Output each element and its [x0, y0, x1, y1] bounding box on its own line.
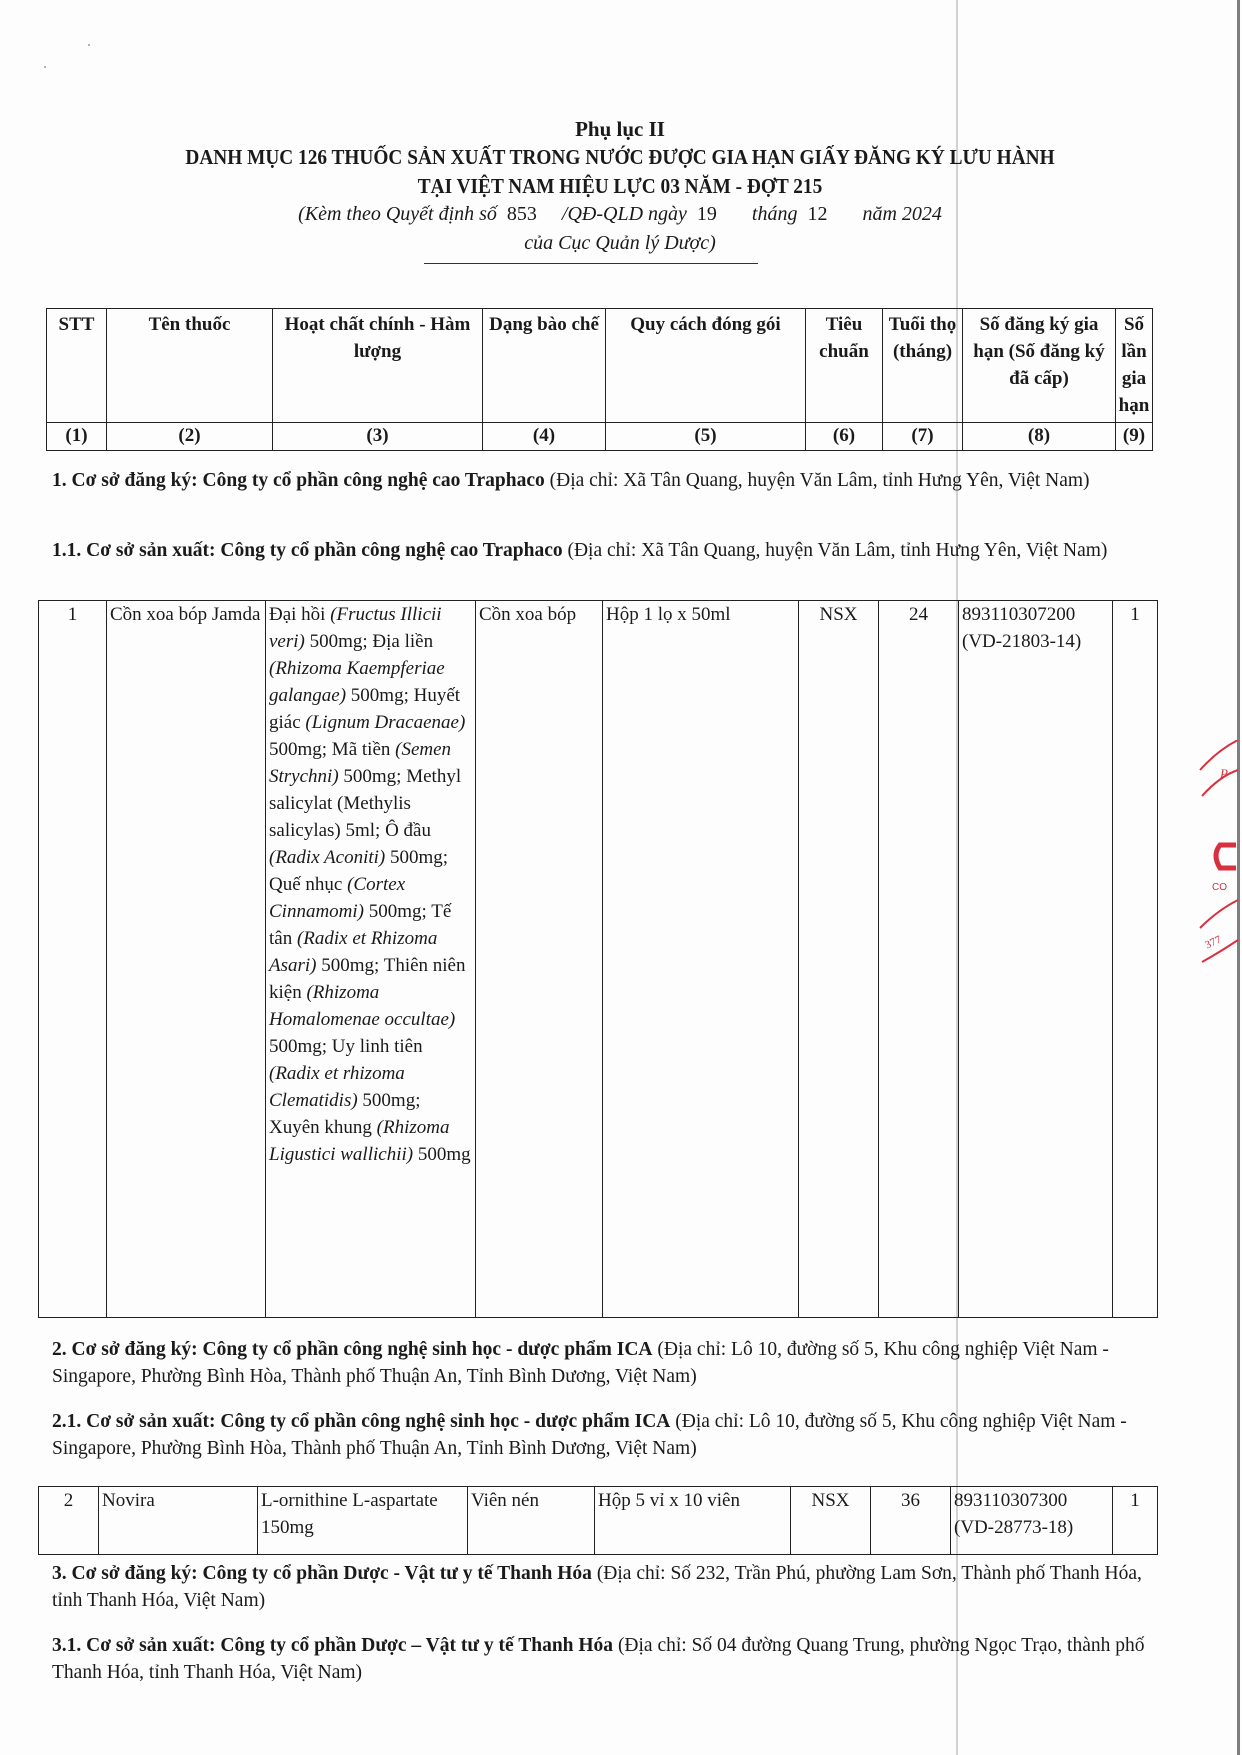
colnum-8: (8) — [963, 423, 1116, 451]
cell-packaging: Hộp 1 lọ x 50ml — [603, 601, 799, 1318]
ingredient-latin-name: (Fructus Illicii veri) — [269, 604, 442, 652]
ingredient-run: 500mg; Huyết giác — [269, 685, 461, 733]
cell-drug-name: Novira — [99, 1487, 258, 1555]
decision-code: /QĐ-QLD ngày — [561, 203, 687, 225]
manufacturer-address: (Địa chỉ: Xã Tân Quang, huyện Văn Lâm, tỉnh Hưng Yên, Việt Nam) — [562, 540, 1108, 561]
cell-registration-number — [959, 601, 1113, 1318]
header-packaging: Quy cách đóng gói — [606, 309, 806, 423]
ingredient-latin-name: (Lignum Dracaenae) — [305, 712, 466, 733]
colnum-6: (6) — [806, 423, 883, 451]
section-1-manufacturer — [52, 537, 1172, 564]
cell-packaging: Hộp 5 vỉ x 10 viên — [595, 1487, 791, 1555]
registration-new: 893110307200 — [962, 604, 1076, 625]
ingredient-run: 500mg; Quế nhục — [269, 847, 449, 895]
cell-active-ingredient — [258, 1487, 468, 1555]
ingredient-run: 500mg; Methyl salicylat (Methylis salicylas) 5ml; Ô đầu — [269, 766, 462, 841]
manufacturer-label: 2.1. Cơ sở sản xuất: Công ty cổ phần công nghệ sinh học - dược phẩm ICA — [52, 1411, 671, 1432]
table-row — [39, 1487, 1158, 1555]
registrant-label: 3. Cơ sở đăng ký: Công ty cổ phần Dược - Vật tư y tế Thanh Hóa — [52, 1563, 592, 1584]
ingredient-run: 500mg; Mã tiền — [269, 739, 396, 760]
manufacturer-label: 3.1. Cơ sở sản xuất: Công ty cổ phần Dược – Vật tư y tế Thanh Hóa — [52, 1635, 614, 1656]
ingredient-latin-name: (Semen Strychni) — [269, 739, 452, 787]
cell-renewal-count: 1 — [1113, 1487, 1158, 1555]
header-shelf-life: Tuổi thọ (tháng) — [883, 309, 963, 423]
decision-month: 12 — [807, 203, 828, 225]
colnum-7: (7) — [883, 423, 963, 451]
cell-dosage-form: Viên nén — [468, 1487, 595, 1555]
scan-speck — [88, 44, 90, 46]
ingredient-text — [269, 604, 471, 1165]
year-label: năm 2024 — [862, 203, 942, 225]
cell-stt: 1 — [39, 601, 107, 1318]
ingredient-run: 500mg; Uy linh tiên — [269, 1036, 423, 1057]
header-renewal-count: Số lần gia hạn — [1116, 309, 1153, 423]
header-registration-number: Số đăng ký gia hạn (Số đăng ký đã cấp) — [963, 309, 1116, 423]
seal-fragment: P — [1220, 766, 1228, 781]
appendix-label: Phụ lục II — [575, 117, 665, 141]
seal-arc — [1200, 900, 1238, 928]
official-seal-stamp — [1198, 740, 1240, 970]
column-header-table — [46, 308, 1153, 451]
cell-shelf-life: 36 — [871, 1487, 951, 1555]
manufacturer-address: (Địa chỉ: Số 04 đường Quang Trung, phường Ngọc Trạo, thành phố Thanh Hóa, tỉnh Thanh Hóa, Việt Nam) — [52, 1635, 1145, 1683]
header-standard: Tiêu chuẩn — [806, 309, 883, 423]
ingredient-text — [261, 1490, 438, 1538]
cell-stt: 2 — [39, 1487, 99, 1555]
decision-day: 19 — [696, 203, 717, 225]
colnum-2: (2) — [107, 423, 273, 451]
colnum-5: (5) — [606, 423, 806, 451]
colnum-1: (1) — [47, 423, 107, 451]
cell-standard: NSX — [799, 601, 879, 1318]
header-active-ingredient: Hoạt chất chính - Hàm lượng — [273, 309, 483, 423]
colnum-9: (9) — [1116, 423, 1153, 451]
manufacturer-label: 1.1. Cơ sở sản xuất: Công ty cổ phần công nghệ cao Traphaco — [52, 540, 563, 561]
registrant-address: (Địa chỉ: Số 232, Trần Phú, phường Lam Sơn, Thành phố Thanh Hóa, tỉnh Thanh Hóa, Việt Nam) — [52, 1563, 1142, 1611]
seal-emblem — [1216, 845, 1236, 868]
ingredient-latin-name: (Rhizoma Ligustici wallichii) — [269, 1117, 450, 1165]
colnum-3: (3) — [273, 423, 483, 451]
scan-speck — [44, 66, 46, 68]
month-label: tháng — [751, 203, 798, 225]
cell-dosage-form: Cồn xoa bóp — [476, 601, 603, 1318]
ingredient-latin-name: (Rhizoma Kaempferiae galangae) — [269, 658, 445, 706]
seal-arc — [1200, 740, 1238, 770]
document-title-line1: DANH MỤC 126 THUỐC SẢN XUẤT TRONG NƯỚC ĐƯỢC GIA HẠN GIẤY ĐĂNG KÝ LƯU HÀNH — [185, 145, 1055, 169]
decision-prefix: (Kèm theo Quyết định số — [298, 203, 497, 225]
ingredient-latin-name: (Radix et Rhizoma Asari) — [269, 928, 438, 976]
document-title-line2: TẠI VIỆT NAM HIỆU LỰC 03 NĂM - ĐỢT 215 — [417, 174, 823, 198]
title-underline — [424, 263, 758, 264]
ingredient-run: 500mg; Địa liền — [304, 631, 434, 652]
seal-fragment: CO — [1212, 882, 1227, 893]
cell-drug-name: Cồn xoa bóp Jamda — [107, 601, 266, 1318]
cell-active-ingredient — [266, 601, 476, 1318]
header-dosage-form: Dạng bào chế — [483, 309, 606, 423]
drug-table-2 — [38, 1486, 1158, 1555]
section-2-manufacturer — [52, 1408, 1172, 1462]
ingredient-run: 500mg; Tế tân — [269, 901, 452, 949]
ingredient-latin-name: (Rhizoma Homalomenae occultae) — [269, 982, 456, 1030]
section-3-registrant — [52, 1560, 1172, 1614]
ingredient-latin-name: (Cortex Cinnamomi) — [269, 874, 406, 922]
seal-fragment: 377 — [1203, 933, 1224, 952]
section-1-registrant — [52, 467, 1172, 494]
decision-reference — [40, 203, 1200, 226]
manufacturer-address: (Địa chỉ: Lô 10, đường số 5, Khu công nghiệp Việt Nam - Singapore, Phường Bình Hòa, Thành phố Thuận An, Tỉnh Bình Dương, Việt Nam) — [52, 1411, 1127, 1459]
ingredient-run: L-ornithine L-aspartate 150mg — [261, 1490, 438, 1538]
colnum-4: (4) — [483, 423, 606, 451]
registrant-address: (Địa chỉ: Xã Tân Quang, huyện Văn Lâm, tỉnh Hưng Yên, Việt Nam) — [544, 470, 1090, 491]
registration-old: (VD-21803-14) — [962, 631, 1082, 652]
section-2-registrant — [52, 1336, 1172, 1390]
registrant-address: (Địa chỉ: Lô 10, đường số 5, Khu công nghiệp Việt Nam - Singapore, Phường Bình Hòa, Thành phố Thuận An, Tỉnh Bình Dương, Việt Nam) — [52, 1339, 1109, 1387]
ingredient-run: 500mg — [413, 1144, 471, 1165]
registration-new: 893110307300 — [954, 1490, 1068, 1511]
ingredient-run: 500mg; Xuyên khung — [269, 1090, 421, 1138]
registrant-label: 2. Cơ sở đăng ký: Công ty cổ phần công nghệ sinh học - dược phẩm ICA — [52, 1339, 653, 1360]
ingredient-latin-name: (Radix et rhizoma Clematidis) — [269, 1063, 405, 1111]
cell-renewal-count: 1 — [1113, 601, 1158, 1318]
decision-number: 853 — [506, 203, 537, 225]
ingredient-run: 500mg; Thiên niên kiện — [269, 955, 466, 1003]
header-stt: STT — [47, 309, 107, 423]
ingredient-latin-name: (Radix Aconiti) — [269, 847, 386, 868]
cell-standard: NSX — [791, 1487, 871, 1555]
issuer-line: của Cục Quản lý Dược) — [524, 232, 716, 254]
header-drug-name: Tên thuốc — [107, 309, 273, 423]
drug-table-1 — [38, 600, 1158, 1318]
table-row — [39, 601, 1158, 1318]
registration-old: (VD-28773-18) — [954, 1517, 1074, 1538]
ingredient-run: Đại hồi — [269, 604, 331, 625]
cell-registration-number — [951, 1487, 1113, 1555]
registrant-label: 1. Cơ sở đăng ký: Công ty cổ phần công nghệ cao Traphaco — [52, 470, 545, 491]
section-3-manufacturer — [52, 1632, 1172, 1686]
cell-shelf-life: 24 — [879, 601, 959, 1318]
